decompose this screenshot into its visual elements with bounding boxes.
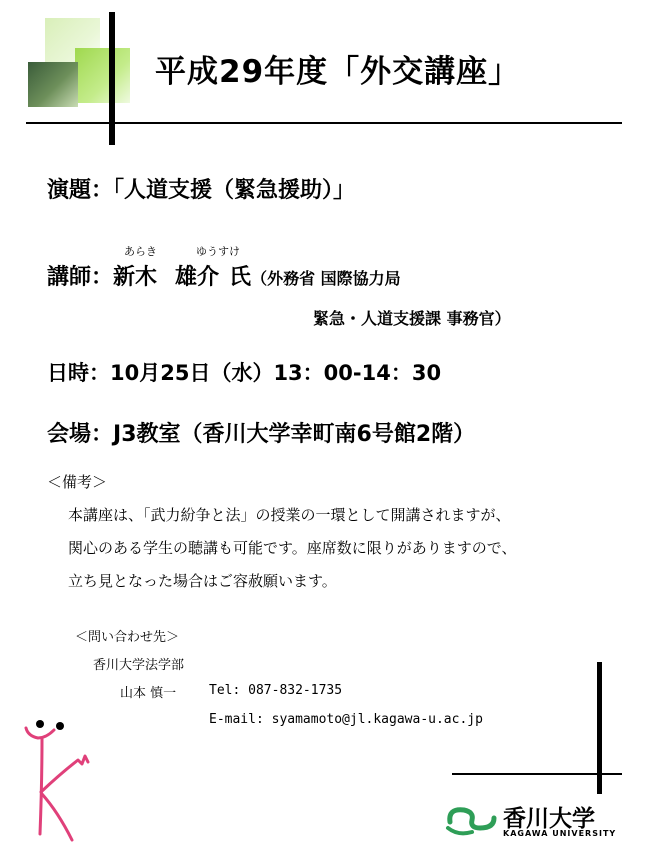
ruby-surname: あらき [124,245,157,258]
lecturer-label: 講師： [47,265,114,290]
lecturer-suffix: 氏 [229,265,252,290]
lecture-row [47,173,355,204]
decor-horizontal-line [26,122,622,124]
notes-heading: ＜備考＞ [47,473,108,491]
ruby-given: ゆうすけ [196,245,240,258]
page-title: 平成29年度「外交講座」 [155,54,521,90]
mascot-k-character-icon [20,712,100,852]
lecturer-affiliation-2: 緊急・人道支援課 事務官） [313,309,511,328]
notes-line: 関心のある学生の聴講も可能です。座席数に限りがありますので、 [68,539,517,557]
venue-row [47,417,475,448]
datetime-row [47,357,441,387]
venue-label: 会場： [47,422,114,447]
venue-value: J3教室（香川大学幸町南6号館2階） [113,422,476,447]
university-logo-icon [444,802,500,838]
contact-org: 香川大学法学部 [93,658,185,673]
decor-square-dark [28,62,78,107]
lecture-topic: 「人道支援（緊急援助）」 [113,178,356,203]
contact-tel: Tel: 087-832-1735 [209,683,343,698]
contact-name: 山本 慎一 [120,686,177,701]
datetime-value: 10月25日（水）13：00-14：30 [110,361,442,385]
university-name-en: KAGAWA UNIVERSITY [503,829,617,838]
decor-horizontal-line-bottom [452,773,622,775]
lecturer-row [47,260,401,291]
lecture-label: 演題： [47,178,114,203]
lecturer-surname: 新木 [113,265,158,290]
university-name-ja: 香川大学 [503,806,595,832]
notes-line: 立ち見となった場合はご容赦願います。 [68,572,337,590]
decor-square-lime [75,48,130,103]
lecturer-affiliation-1: （外務省 国際協力局 [251,269,401,288]
contact-email[interactable]: E-mail: syamamoto@jl.kagawa-u.ac.jp [209,712,483,727]
notes-body [68,499,517,598]
datetime-label: 日時： [47,361,110,385]
decor-vertical-line [109,12,115,145]
contact-heading: ＜問い合わせ先＞ [75,630,180,645]
notes-line: 本講座は、「武力紛争と法」の授業の一環として開講されますが、 [68,506,511,524]
lecturer-given: 雄介 [175,265,220,290]
